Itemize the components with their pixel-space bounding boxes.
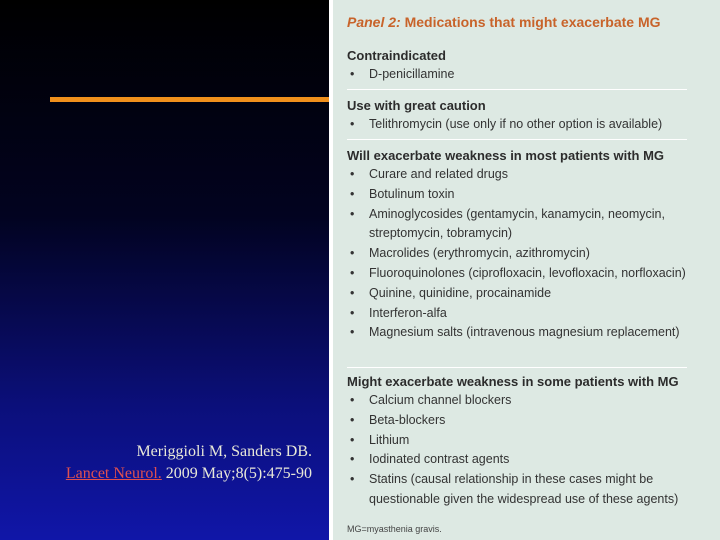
section-contraindicated	[347, 46, 707, 85]
list-item	[347, 304, 707, 324]
citation-details: 2009 May;8(5):475-90	[161, 465, 312, 482]
list-item	[347, 65, 707, 85]
bullet: •	[350, 186, 355, 201]
list-item	[347, 115, 707, 135]
bullet: •	[350, 412, 355, 427]
section-heading: Might exacerbate weakness in some patients with MG	[347, 374, 679, 389]
bullet: •	[350, 452, 355, 467]
citation	[0, 441, 312, 485]
bullet: •	[350, 393, 355, 407]
item-text: Telithromycin (use only if no other option is available)	[369, 117, 663, 131]
bullet: •	[350, 432, 355, 447]
bullet: •	[350, 67, 355, 81]
section-heading: Will exacerbate weakness in most patients with MG	[347, 148, 665, 163]
list-item	[347, 284, 707, 304]
item-text: Fluoroquinolones (ciprofloxacin, levofloxacin, norfloxacin)	[369, 265, 686, 280]
panel-footnote: MG=myasthenia gravis.	[347, 524, 442, 534]
list-item	[347, 431, 707, 451]
bullet: •	[350, 305, 355, 320]
section-most-patients	[347, 146, 707, 343]
list-item	[347, 470, 707, 510]
item-text: Interferon-alfa	[369, 305, 447, 320]
orange-accent-rule	[50, 97, 332, 102]
section-heading: Use with great caution	[347, 98, 486, 113]
list-item	[347, 450, 707, 470]
list-item	[347, 165, 707, 185]
item-text: Beta-blockers	[369, 412, 446, 427]
item-text: Calcium channel blockers	[369, 393, 512, 407]
section-some-patients	[347, 372, 707, 510]
bullet: •	[350, 167, 355, 181]
item-text: Aminoglycosides (gentamycin, kanamycin, neomycin, streptomycin, tobramycin)	[369, 206, 665, 241]
item-text: Botulinum toxin	[369, 186, 455, 201]
bullet: •	[350, 206, 355, 221]
bullet: •	[350, 285, 355, 300]
item-text: Quinine, quinidine, procainamide	[369, 285, 552, 300]
list-item	[347, 264, 707, 284]
item-text: Lithium	[369, 432, 410, 447]
item-text: Macrolides (erythromycin, azithromycin)	[369, 246, 590, 261]
section-heading: Contraindicated	[347, 48, 446, 63]
journal-link[interactable]: Lancet Neurol.	[65, 465, 162, 482]
citation-authors: Meriggioli M, Sanders DB.	[136, 443, 312, 460]
panel-title	[347, 14, 661, 30]
panel-title-text: Medications that might exacerbate MG	[400, 14, 661, 30]
list-item	[347, 205, 707, 245]
list-item	[347, 411, 707, 431]
item-text: Magnesium salts (intravenous magnesium replacement)	[369, 325, 680, 340]
list-item	[347, 244, 707, 264]
bullet: •	[350, 472, 355, 487]
panel-number: Panel 2:	[347, 14, 401, 30]
section-divider	[347, 89, 687, 90]
bullet: •	[350, 325, 355, 340]
item-text: Statins (causal relationship in these cases might be questionable given the widespread use of these agents)	[369, 472, 679, 506]
medications-panel	[329, 0, 720, 540]
list-item	[347, 391, 707, 411]
bullet: •	[350, 246, 355, 261]
bullet: •	[350, 117, 355, 131]
item-text: D-penicillamine	[369, 67, 455, 81]
list-item	[347, 185, 707, 205]
bullet: •	[350, 265, 355, 280]
item-text: Curare and related drugs	[369, 167, 508, 181]
citation-source	[0, 463, 312, 485]
item-text: Iodinated contrast agents	[369, 452, 510, 467]
section-divider	[347, 367, 687, 368]
section-divider	[347, 139, 687, 140]
section-caution	[347, 96, 707, 135]
list-item	[347, 323, 707, 343]
